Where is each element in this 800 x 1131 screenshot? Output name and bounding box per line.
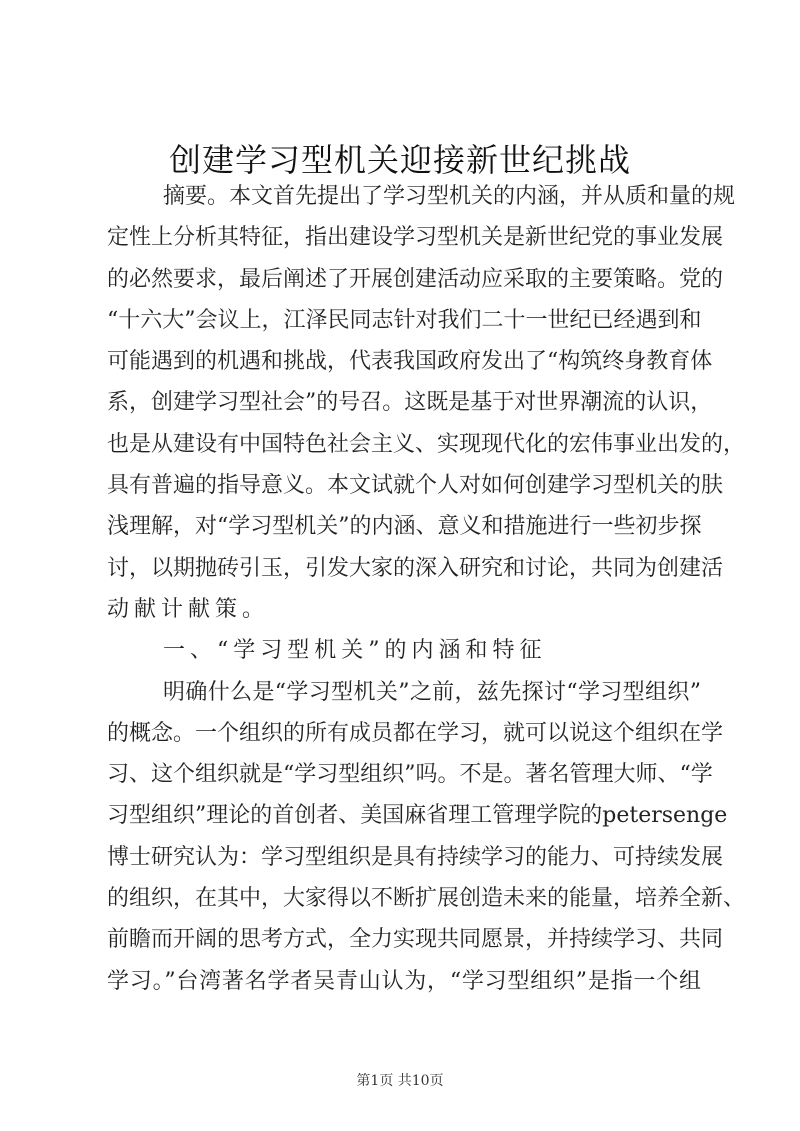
text-line: 也是从建设有中国特色社会主义、实现现代化的宏伟事业出发的， (107, 431, 746, 457)
document-title: 创建学习型机关迎接新世纪挑战 (168, 141, 631, 179)
text-line: 习型组织”理论的首创者、美国麻省理工管理学院的petersenge (107, 803, 728, 829)
text-line: 前瞻而开阔的思考方式，全力实现共同愿景，并持续学习、共同 (107, 927, 724, 953)
text-line: 摘要。本文首先提出了学习型机关的内涵，并从质和量的规 (163, 184, 736, 209)
text-line: 的概念。一个组织的所有成员都在学习，就可以说这个组织在学 (107, 720, 724, 746)
page-number: 第1页 共10页 (356, 1073, 444, 1089)
text-line: 明确什么是“学习型机关”之前，兹先探讨“学习型组织” (163, 679, 701, 705)
text-line: 具有普遍的指导意义。本文试就个人对如何创建学习型机关的肤 (107, 473, 724, 499)
document-body (107, 176, 746, 1002)
text-line: 浅理解，对“学习型机关”的内涵、意义和措施进行一些初步探 (107, 514, 702, 540)
text-line: 系，创建学习型社会”的号召。这既是基于对世界潮流的认识， (107, 390, 713, 416)
text-line: “十六大”会议上，江泽民同志针对我们二十一世纪已经遇到和 (107, 307, 702, 333)
text-line: 博士研究认为：学习型组织是具有持续学习的能力、可持续发展 (107, 844, 724, 870)
text-line: 习、这个组织就是“学习型组织”吗。不是。著名管理大师、“学 (107, 762, 713, 788)
text-line: 的必然要求，最后阐述了开展创建活动应采取的主要策略。党的 (107, 266, 724, 292)
text-line: 动献计献策。 (107, 596, 270, 622)
text-line: 讨，以期抛砖引玉，引发大家的深入研究和讨论，共同为创建活 (107, 555, 724, 581)
text-line: 的组织，在其中，大家得以不断扩展创造未来的能量，培养全新、 (107, 886, 746, 912)
text-line: 可能遇到的机遇和挑战，代表我国政府发出了“构筑终身教育体 (107, 349, 713, 375)
section-heading: 一、“学习型机关”的内涵和特征 (163, 638, 547, 664)
text-line: 定性上分析其特征，指出建设学习型机关是新世纪党的事业发展 (107, 225, 724, 251)
text-line: 学习。”台湾著名学者吴青山认为，“学习型组织”是指一个组 (107, 968, 701, 994)
